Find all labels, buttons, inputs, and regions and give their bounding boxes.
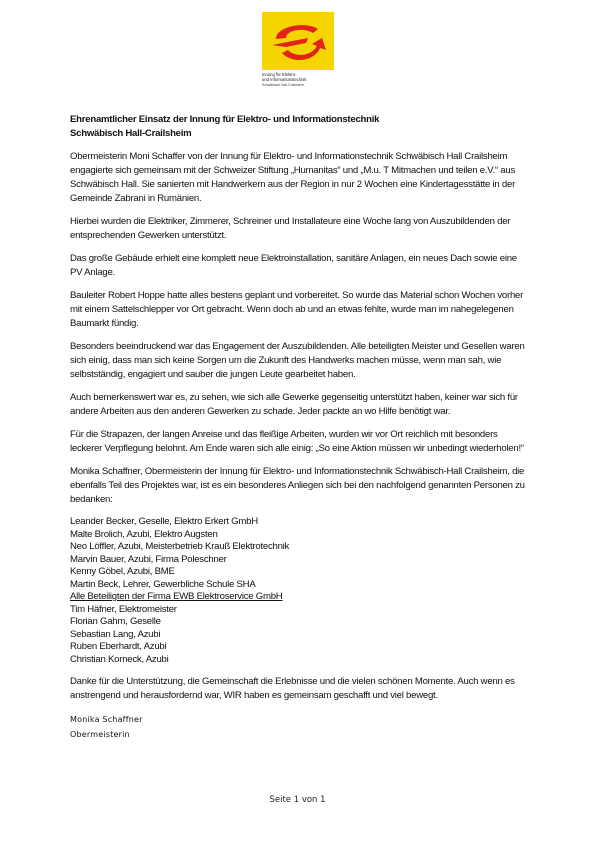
list-item: Malte Brolich, Azubi, Elektro Augsten bbox=[70, 528, 218, 540]
list-item: Ruben Eberhardt, Azubi bbox=[70, 641, 167, 652]
list-item-company-header: Alle Beteiligten der Firma EWB Elektroservice GmbH bbox=[70, 591, 283, 602]
title-line-1: Ehrenamtlicher Einsatz der Innung für Elektro- und Informationstechnik bbox=[70, 114, 380, 125]
list-item: Marvin Bauer, Azubi, Firma Poleschner bbox=[70, 553, 227, 565]
signature-block bbox=[70, 712, 530, 742]
document-body bbox=[70, 113, 530, 742]
list-item: Florian Gahm, Geselle bbox=[70, 616, 161, 627]
logo-caption bbox=[262, 72, 352, 88]
thanks-list bbox=[70, 516, 530, 666]
logo-line-1: Innung für Elektro- bbox=[262, 72, 297, 77]
paragraph-intro: Obermeisterin Moni Schaffer von der Innung für Elektro- und Informationstechnik Schwäbisch Hall Crailsheim engagierte sich gemeinsam mit der Schweizer Stiftung „Humanitas“ und „M.u. T Mitmachen und teilen e.V.“ aus Schwäbisch Hall. Sie sanierten mit Handwerkern aus der Region in nur 2 Wochen eine Kindertagesstätte in der Gemeinde Zabrani in Rumänien. bbox=[70, 151, 516, 204]
paragraph-apprentices: Besonders beeindruckend war das Engagement der Auszubildenden. Alle beteiligten Meister und Gesellen waren sich einig, dass man sich keine Sorgen um die Zukunft des Handwerks machen müsse, wenn man sah, wie selbstständig, engagiert und sauber die jungen Leute gearbeitet haben. bbox=[70, 341, 525, 380]
list-item: Sebastian Lang, Azubi bbox=[70, 628, 161, 640]
paragraph-catering: Für die Strapazen, der langen Anreise und das fleißige Arbeiten, wurden wir vor Ort reichlich mit besonders leckerer Verpflegung belohnt. Am Ende waren sich alle einig: „So eine Aktion müssen wir unbedingt wiederholen!“ bbox=[70, 429, 524, 454]
document-title bbox=[70, 113, 530, 141]
paragraph-closing: Danke für die Unterstützung, die Gemeinschaft die Erlebnisse und die vielen schönen Momente. Auch wenn es anstrengend und herausfordernd war, WIR haben es gemeinsam geschafft und viel bewegt. bbox=[70, 676, 515, 701]
signature-name: Monika Schaffner bbox=[70, 715, 143, 724]
list-item: Tim Häfner, Elektromeister bbox=[70, 603, 177, 615]
list-item: Neo Löffler, Azubi, Meisterbetrieb Krauß Elektrotechnik bbox=[70, 541, 290, 552]
page-number: Seite 1 von 1 bbox=[269, 795, 326, 805]
list-item: Leander Becker, Geselle, Elektro Erkert GmbH bbox=[70, 516, 258, 527]
title-line-2: Schwäbisch Hall-Crailsheim bbox=[70, 128, 192, 139]
paragraph-site-manager: Bauleiter Robert Hoppe hatte alles bestens geplant und vorbereitet. So wurde das Material schon Wochen vorher mit einem Sattelschlepper vor Ort gebracht. Wenn doch ab und an etwas fehlte, wurde man im nahegelegenen Baumarkt fündig. bbox=[70, 290, 524, 329]
paragraph-trades: Auch bemerkenswert war es, zu sehen, wie sich alle Gewerke gegenseitig unterstützt haben, keiner war sich für andere Arbeiten aus den anderen Gewerken zu schade. Jeder packte an wo Hilfe benötigt war. bbox=[70, 392, 518, 417]
logo-line-2: und Informationstechnik bbox=[262, 77, 307, 83]
innung-logo-mark bbox=[262, 12, 334, 70]
paragraph-thanks-intro: Monika Schaffner, Obermeisterin der Innung für Elektro- und Informationstechnik Schwäbisch-Hall Crailsheim, die ebenfalls Teil des Projektes war, ist es ein besonderes Anliegen sich bei den nachfolgend genannten Personen zu bedanken: bbox=[70, 466, 525, 505]
logo-line-3: Schwäbisch Hall-Crailsheim bbox=[262, 82, 305, 87]
list-item: Martin Beck, Lehrer, Gewerbliche Schule SHA bbox=[70, 578, 256, 590]
list-item: Christian Korneck, Azubi bbox=[70, 653, 169, 665]
signature-role: Obermeisterin bbox=[70, 730, 130, 739]
list-item: Kenny Göbel, Azubi, BME bbox=[70, 566, 175, 577]
paragraph-building: Das große Gebäude erhielt eine komplett neue Elektroinstallation, sanitäre Anlagen, ein neues Dach sowie eine PV Anlage. bbox=[70, 253, 517, 278]
paragraph-support: Hierbei wurden die Elektriker, Zimmerer, Schreiner und Installateure eine Woche lang von Auszubildenden der entsprechenden Gewerken unterstützt. bbox=[70, 216, 511, 241]
